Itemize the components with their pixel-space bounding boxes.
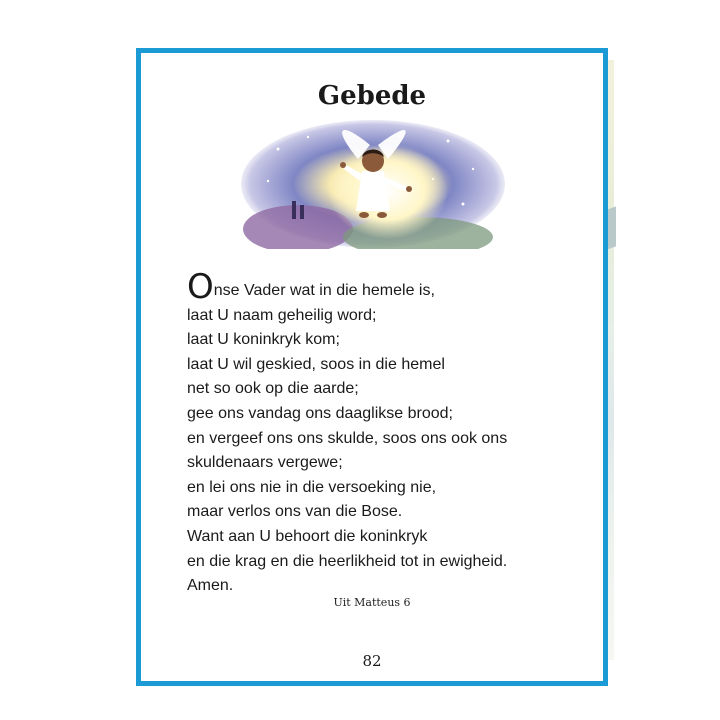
prayer-text [187,267,583,599]
scripture-source: Uit Matteus 6 [333,596,411,609]
prayer-line: laat U koninkryk kom; [187,331,340,349]
prayer-line: en lei ons nie in die versoeking nie, [187,478,437,496]
prayer-line: nse Vader wat in die hemele is, [213,282,435,299]
prayer-line: skuldenaars vergewe; [187,454,343,472]
drop-cap: O [187,267,214,307]
prayer-line: gee ons vandag ons daaglikse brood; [187,404,453,422]
prayer-line: Want aan U behoort die koninkryk [187,527,428,545]
prayer-line: net so ook op die aarde; [187,380,359,398]
prayer-line: maar verlos ons van die Bose. [187,503,403,521]
page-number: 82 [362,652,382,670]
prayer-line: Amen. [187,577,234,595]
page-title: Gebede [317,81,427,111]
prayer-line: en die krag en die heerlikheid tot in ewigheid. [187,552,508,570]
book-page [136,48,608,686]
prayer-line: laat U wil geskied, soos in die hemel [187,355,445,373]
prayer-first-line [187,267,583,307]
angel-icon [238,119,508,249]
prayer-line: en vergeef ons ons skulde, soos ons ook ons [187,429,508,447]
prayer-line: laat U naam geheilig word; [187,306,377,324]
